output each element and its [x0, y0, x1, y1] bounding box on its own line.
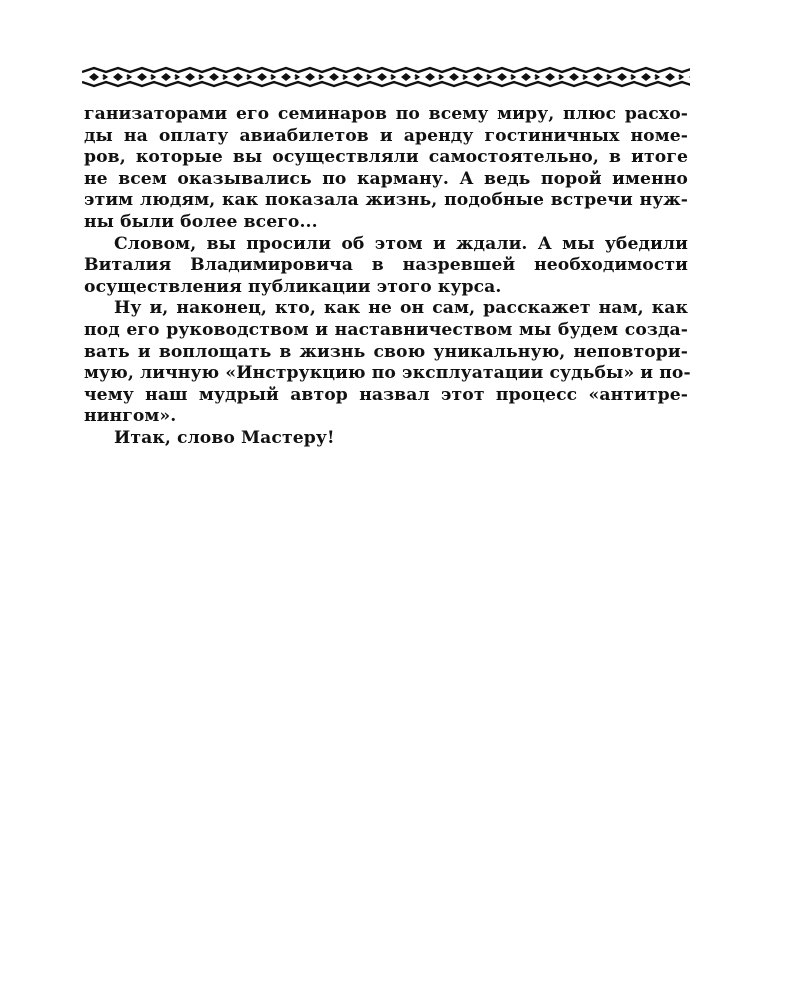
text-line: чему наш мудрый автор назвал этот процесс «антитре-	[84, 384, 688, 405]
text-line: осуществления публикации этого курса.	[84, 276, 502, 297]
text-line: Ну и, наконец, кто, как не он сам, расскажет нам, как	[114, 298, 688, 319]
text-line: под его руководством и наставничеством мы будем созда-	[84, 319, 688, 340]
text-line: мую, личную «Инструкцию по эксплуатации судьбы» и по-	[84, 363, 691, 384]
text-line: вать и воплощать в жизнь свою уникальную, неповтори-	[84, 341, 688, 362]
text-line: не всем оказывались по карману. А ведь порой именно	[84, 168, 688, 189]
text-line: ганизаторами его семинаров по всему миру, плюс расхо-	[84, 104, 688, 124]
text-line: ды на оплату авиабилетов и аренду гостиничных номе-	[84, 125, 688, 146]
zigzag-diamond-border-icon	[82, 66, 690, 88]
text-line: ны были более всего...	[84, 211, 318, 232]
page-body-text	[84, 104, 691, 450]
text-line: этим людям, как показала жизнь, подобные встречи нуж-	[84, 190, 688, 211]
text-line: ров, которые вы осуществляли самостоятельно, в итоге	[84, 147, 688, 168]
text-line: Словом, вы просили об этом и ждали. А мы убедили	[114, 233, 688, 254]
text-line: нингом».	[84, 406, 177, 427]
text-line: Виталия Владимировича в назревшей необходимости	[84, 255, 688, 276]
text-line: Итак, слово Мастеру!	[114, 427, 335, 448]
